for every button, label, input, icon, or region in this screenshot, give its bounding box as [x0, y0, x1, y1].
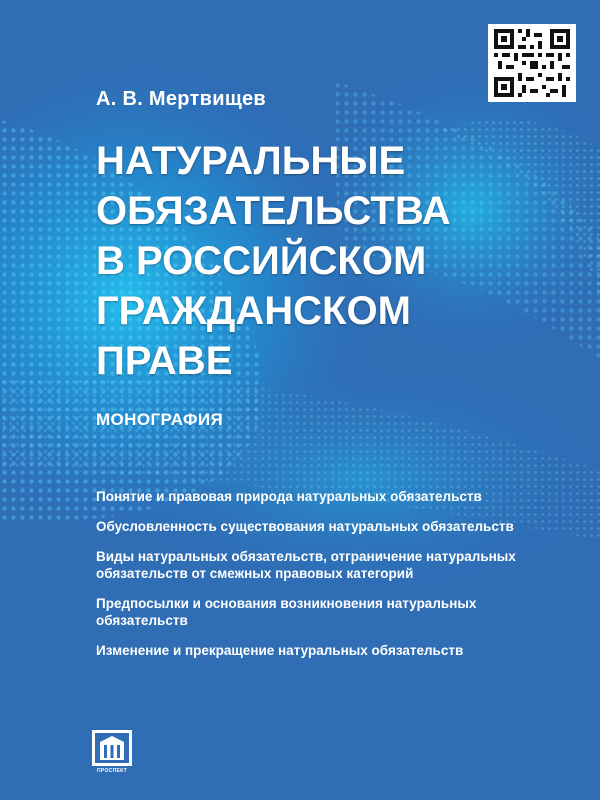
book-title	[96, 136, 536, 386]
publisher-logo-icon	[88, 728, 136, 776]
title-line: ОБЯЗАТЕЛЬСТВА	[96, 189, 451, 233]
author-name: А. В. Мертвищев	[96, 88, 267, 110]
title-line: ГРАЖДАНСКОМ	[96, 289, 411, 333]
qr-code-icon	[488, 24, 576, 102]
title-line: НАТУРАЛЬНЫЕ	[96, 139, 406, 183]
title-line: ПРАВЕ	[96, 339, 233, 383]
title-line: В РОССИЙСКОМ	[96, 239, 427, 283]
topics-list	[96, 488, 556, 672]
topic-item: Обусловленность существования натуральных обязательств	[96, 519, 514, 534]
topic-item: Предпосылки и основания возникновения натуральных обязательств	[96, 596, 477, 628]
book-genre: МОНОГРАФИЯ	[96, 410, 224, 429]
topic-item: Изменение и прекращение натуральных обязательств	[96, 643, 464, 658]
publisher-name: ПРОСПЕКТ	[97, 768, 127, 774]
topic-item: Понятие и правовая природа натуральных обязательств	[96, 489, 482, 504]
topic-item: Виды натуральных обязательств, отграничение натуральных обязательств от смежных правовых категорий	[96, 549, 516, 581]
